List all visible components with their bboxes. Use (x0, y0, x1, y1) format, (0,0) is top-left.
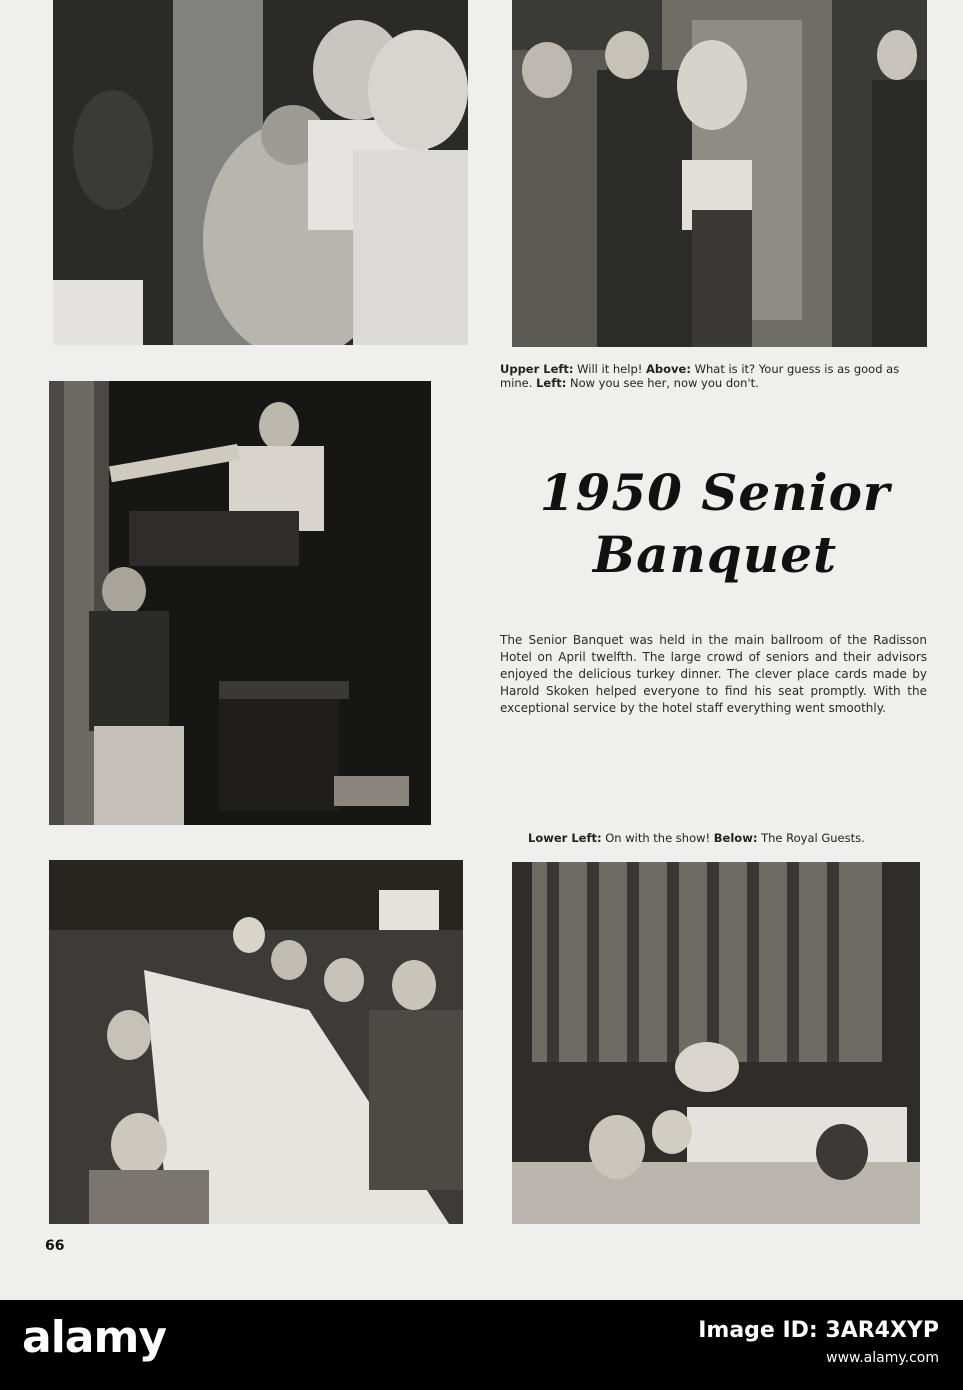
page-number: 66 (45, 1238, 65, 1254)
page-title (530, 462, 900, 586)
caption-text-upper-left: Will it help! (577, 362, 643, 376)
photo-above (512, 0, 927, 347)
watermark-image-id: Image ID: 3AR4XYP (698, 1318, 939, 1343)
caption-text-left: Now you see her, now you don't. (569, 376, 759, 390)
photo-left (49, 381, 431, 825)
caption-label-upper-left: Upper Left: (500, 362, 574, 376)
caption-label-above: Above: (646, 362, 691, 376)
caption-text-lower-left: On with the show! (605, 831, 711, 845)
photo-below (512, 862, 920, 1224)
watermark-site-link[interactable]: www.alamy.com (826, 1350, 939, 1366)
caption-text-below: The Royal Guests. (761, 831, 865, 845)
article-body: The Senior Banquet was held in the main ballroom of the Radisson Hotel on April twelfth. The large crowd of seniors and their advisors enjoyed the delicious turkey dinner. The clever place cards made by Harold Skoken helped everyone to find his seat promptly. With the exceptional service by the hotel staff everything went smoothly. (500, 633, 927, 715)
photo-left-scene (49, 381, 431, 825)
title-line-1: 1950 Senior (539, 463, 891, 522)
caption-label-left: Left: (536, 376, 567, 390)
photo-upper-left (53, 0, 468, 345)
photo-upper-left-scene (53, 0, 468, 345)
photo-below-scene (512, 862, 920, 1224)
caption-text-above: What is it? Your guess is as good as mine. (500, 362, 900, 390)
top-caption (500, 362, 927, 390)
watermark-bar (0, 1300, 963, 1390)
photo-lower-left (49, 860, 463, 1224)
bottom-caption (528, 831, 928, 845)
caption-label-lower-left: Lower Left: (528, 831, 602, 845)
watermark-logo[interactable]: alamy (22, 1312, 166, 1363)
caption-label-below: Below: (713, 831, 758, 845)
photo-above-scene (512, 0, 927, 347)
photo-lower-left-scene (49, 860, 463, 1224)
title-line-2: Banquet (592, 525, 838, 584)
